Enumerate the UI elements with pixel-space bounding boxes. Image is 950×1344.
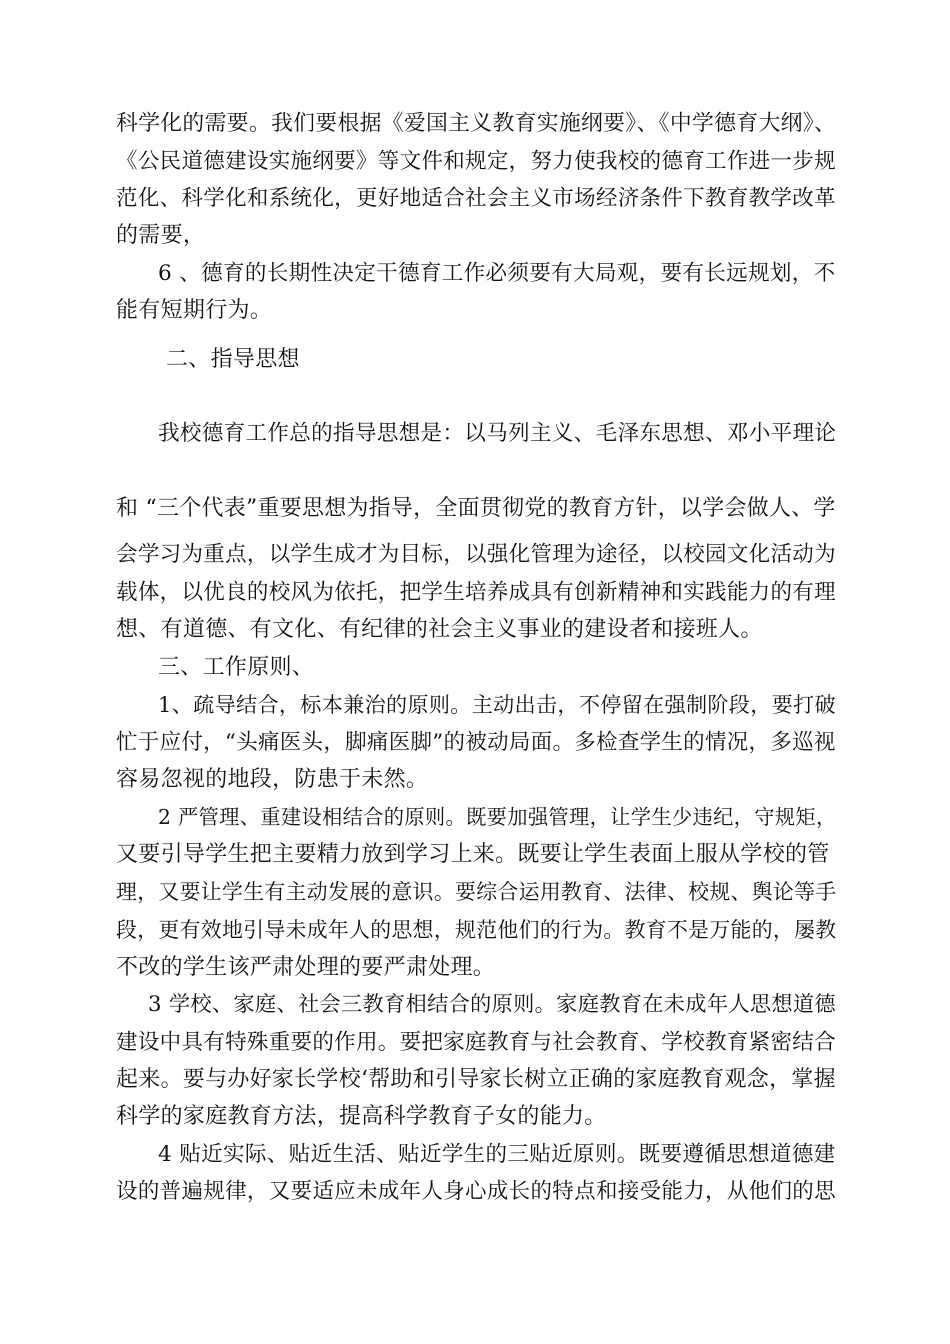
- text-line-23: 建设中具有特殊重要的作用。要把家庭教育与社会教育、学校教育紧密结合: [116, 1030, 836, 1055]
- text-line-9: 和 “三个代表”重要思想为指导，全面贯彻党的教育方针，以学会做人、学: [116, 496, 836, 521]
- text-line-21: 不改的学生该严肃处理的要严肃处理。: [116, 955, 496, 980]
- text-line-14: 1、疏导结合，标本兼治的原则。主动出击，不停留在强制阶段，要打破: [158, 692, 836, 717]
- text-line-22: 3 学校、家庭、社会三教育相结合的原则。家庭教育在未成年人思想道德: [148, 992, 836, 1017]
- text-line-26: 4 贴近实际、贴近生活、贴近学生的三贴近原则。既要遵循思想道德建: [158, 1142, 836, 1167]
- text-line-17: 2 严管理、重建设相结合的原则。既要加强管理，让学生少违纪，守规矩，: [158, 805, 837, 829]
- text-line-5: 6 、德育的长期性决定干德育工作必须要有大局观，要有长远规划，不: [158, 261, 836, 286]
- text-line-10: 会学习为重点，以学生成才为目标，以强化管理为途径，以校园文化活动为: [116, 542, 836, 567]
- text-line-15: 忙于应付，“头痛医头，脚痛医脚”的被动局面。多检查学生的情况，多巡视: [116, 730, 836, 755]
- text-line-24: 起来。要与办好家长学校‘帮助和引导家长树立正确的家庭教育观念，掌握: [116, 1067, 836, 1092]
- text-line-6: 能有短期行为。: [116, 298, 273, 323]
- text-line-20: 段，更有效地引导未成年人的思想，规范他们的行为。教育不是万能的，屡教: [116, 918, 837, 942]
- text-line-27: 设的普遍规律，又要适应未成年人身心成长的特点和接受能力，从他们的思: [116, 1179, 836, 1204]
- text-line-3: 范化、科学化和系统化，更好地适合社会主义市场经济条件下教育教学改革: [116, 186, 836, 211]
- text-line-1: 科学化的需要。我们要根据《爱国主义教育实施纲要》、《中学德育大纲》、: [116, 111, 837, 136]
- text-line-11: 载体，以优良的校风为依托，把学生培养成具有创新精神和实践能力的有理: [116, 580, 836, 605]
- text-line-16: 容易忽视的地段，防患于未然。: [116, 767, 429, 792]
- text-line-8: 我校德育工作总的指导思想是：以马列主义、毛泽东思想、邓小平理论: [158, 421, 837, 446]
- text-line-2: 《公民道德建设实施纲要》等文件和规定，努力使我校的德育工作进一步规: [116, 149, 836, 174]
- section-heading-work-principles: 三、工作原则、: [158, 655, 315, 680]
- text-line-18: 又要引导学生把主要精力放到学习上来。既要让学生表面上服从学校的管: [116, 842, 830, 867]
- text-line-25: 科学的家庭教育方法，提高科学教育子女的能力。: [116, 1104, 607, 1129]
- text-line-4: 的需要，: [116, 223, 206, 248]
- text-line-19: 理，又要让学生有主动发展的意识。要综合运用教育、法律、校规、舆论等手: [116, 880, 837, 904]
- section-heading-guiding-ideology: 二、指导思想: [166, 347, 300, 372]
- text-line-12: 想、有道德、有文化、有纪律的社会主义事业的建设者和接班人。: [116, 617, 763, 642]
